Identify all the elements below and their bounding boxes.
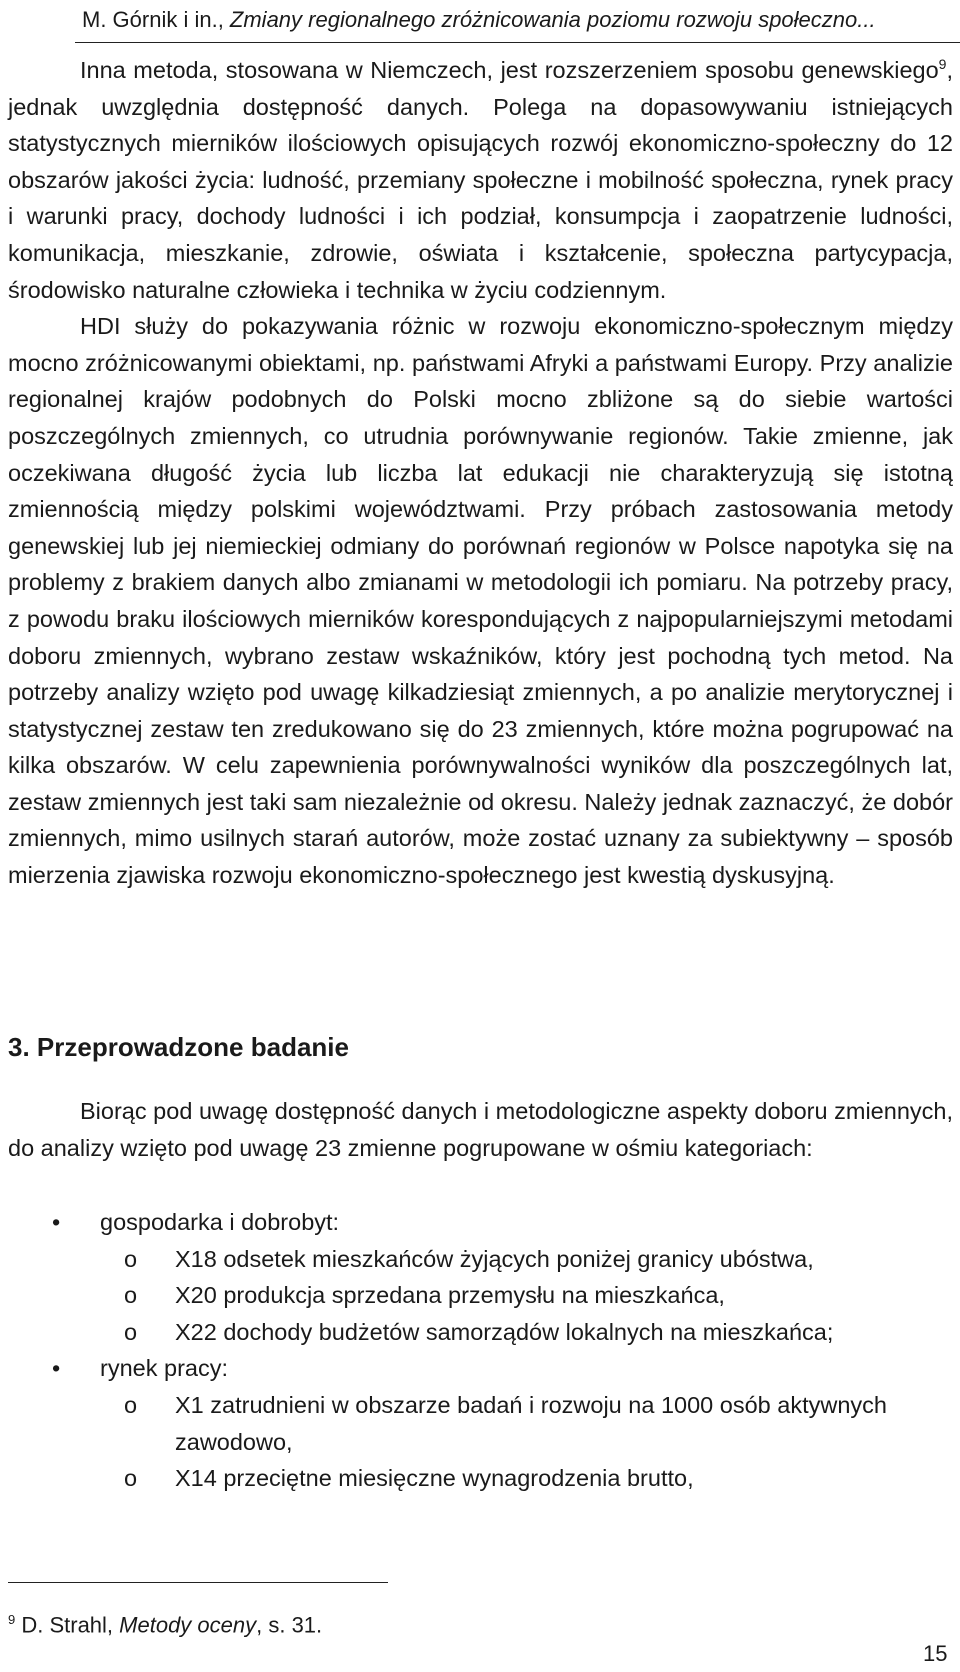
running-head (82, 8, 960, 32)
variable-item: X20 produkcja sprzedana przemysłu na mieszkańca, (175, 1282, 725, 1309)
paragraph-1-text-a: Inna metoda, stosowana w Niemczech, jest rozszerzeniem sposobu genewskiego (80, 57, 939, 83)
paragraph-1-text-b: , jednak uwzględnia dostępność danych. Polega na dopasowywaniu istniejących statystycznych mierników ilościowych opisujących rozwój ekonomiczno-społeczny do 12 obszarów jakości życia: ludność, przemiany społeczne i mobilność społeczna, rynek pracy i warunki pracy, dochody ludności i ich podział, konsumpcja i zaopatrzenie ludności, komunikacja, mieszkanie, zdrowie, oświata i kształcenie, społeczna partycypacja, środowisko naturalne człowieka i technika w życiu codziennym. (8, 57, 953, 303)
variable-item: X1 zatrudnieni w obszarze badań i rozwoju na 1000 osób aktywnych zawodowo, (175, 1391, 887, 1455)
section-heading: 3. Przeprowadzone badanie (8, 1032, 349, 1062)
footnote-title: Metody oceny (119, 1612, 257, 1638)
footnote-number: 9 (8, 1612, 16, 1627)
running-head-title: Zmiany regionalnego zróżnicowania poziomu rozwoju społeczno... (229, 8, 876, 32)
section-intro-paragraph: Biorąc pod uwagę dostępność danych i metodologiczne aspekty doboru zmiennych, do analizy wzięto pod uwagę 23 zmienne pogrupowane w ośmiu kategoriach: (8, 1098, 953, 1161)
footnote (8, 1607, 322, 1638)
category-list (0, 1204, 960, 1497)
bullet-icon: • (52, 1355, 61, 1382)
running-head-authors: M. Górnik i in., (82, 8, 230, 32)
variable-item: X22 dochody budżetów samorządów lokalnych na mieszkańca; (175, 1318, 834, 1345)
circle-bullet-icon: o (124, 1282, 138, 1309)
sub-list-item (0, 1314, 960, 1351)
body-text (8, 52, 953, 894)
circle-bullet-icon: o (124, 1245, 138, 1272)
circle-bullet-icon: o (124, 1391, 138, 1418)
variable-item: X18 odsetek mieszkańców żyjących poniżej granicy ubóstwa, (175, 1245, 814, 1272)
footnote-page: , s. 31. (256, 1612, 323, 1638)
page-number: 15 (923, 1641, 948, 1666)
footnote-ref-9[interactable]: 9 (938, 56, 947, 73)
sub-list-item (0, 1277, 960, 1314)
list-item (0, 1204, 960, 1241)
sub-list-item (0, 1460, 960, 1497)
variable-item: X14 przeciętne miesięczne wynagrodzenia brutto, (175, 1465, 694, 1492)
header-rule (75, 42, 960, 43)
sub-list-item (0, 1387, 960, 1460)
category-label: gospodarka i dobrobyt: (100, 1209, 340, 1235)
section-intro (8, 1093, 953, 1166)
footnote-rule (8, 1582, 388, 1583)
sub-list-item (0, 1241, 960, 1278)
paragraph-1 (8, 52, 953, 308)
category-label: rynek pracy: (100, 1355, 228, 1382)
bullet-icon: • (52, 1209, 61, 1235)
list-item (0, 1350, 960, 1387)
circle-bullet-icon: o (124, 1318, 138, 1345)
paragraph-2: HDI służy do pokazywania różnic w rozwoju ekonomiczno-społecznym między mocno zróżnicowanymi obiektami, np. państwami Afryki a państwami Europy. Przy analizie regionalnej krajów podobnych do Polski mocno zbliżone są do siebie wartości poszczególnych zmiennych, co utrudnia porównywanie regionów. Takie zmienne, jak oczekiwana długość życia lub liczba lat edukacji nie charakteryzują się istotną zmiennością między polskimi województwami. Przy próbach zastosowania metody genewskiej lub jej niemieckiej odmiany do porównań regionów w Polsce napotyka się na problemy z brakiem danych albo zmianami w metodologii ich pomiaru. Na potrzeby pracy, z powodu braku ilościowych mierników korespondujących z najpopularniejszymi metodami doboru zmiennych, wybrano zestaw wskaźników, który jest pochodną tych metod. Na potrzeby analizy wzięto pod uwagę kilkadziesiąt zmiennych, a po analizie merytorycznej i statystycznej zestaw ten zredukowano się do 23 zmiennych, które można pogrupować na kilka obszarów. W celu zapewnienia porównywalności wyników dla poszczególnych lat, zestaw zmiennych jest taki sam niezależnie od okresu. Należy jednak zaznaczyć, że dobór zmiennych, mimo usilnych starań autorów, może zostać uznany za subiektywny – sposób mierzenia zjawiska rozwoju ekonomiczno-społecznego jest kwestią dyskusyjną. (8, 313, 953, 889)
footnote-author: D. Strahl, (15, 1612, 120, 1638)
circle-bullet-icon: o (124, 1465, 138, 1492)
